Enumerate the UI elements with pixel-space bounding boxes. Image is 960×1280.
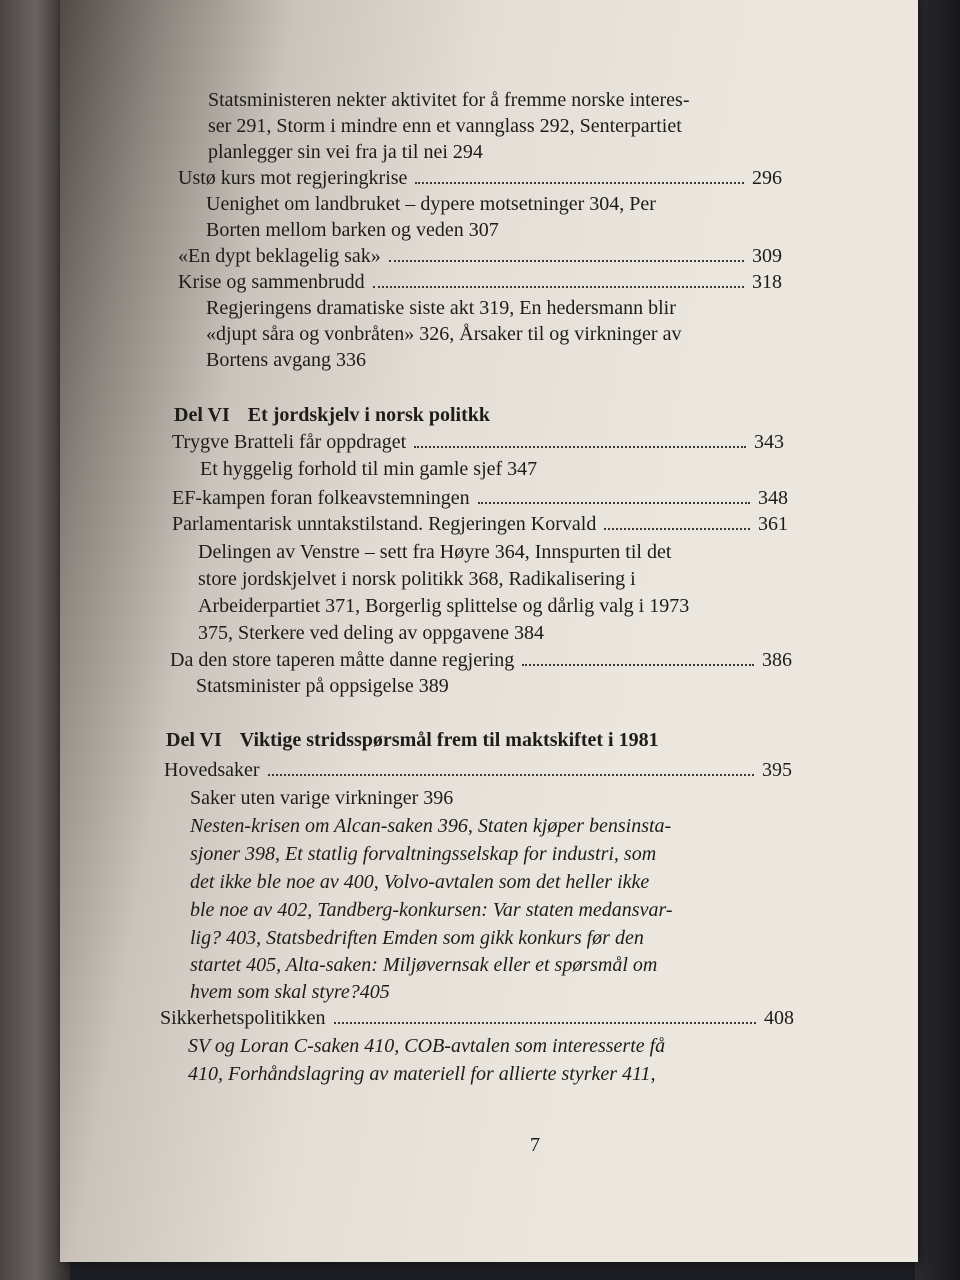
toc-subline-italic: det ikke ble noe av 400, Volvo-avtalen som det heller ikke [190,871,650,893]
toc-subline: Uenighet om landbruket – dypere motsetninger 304, Per [206,193,656,215]
toc-entry-title: Sikkerhetspolitikken [160,1007,326,1029]
leader-dots [389,260,744,262]
leader-dots [415,182,744,184]
leader-dots [522,664,754,666]
toc-entry-page: 361 [758,513,788,535]
toc-entry-title: EF-kampen foran folkeavstemningen [172,487,470,509]
toc-entry-page: 296 [752,167,782,189]
toc-subline-italic: SV og Loran C-saken 410, COB-avtalen som interesserte få [188,1035,666,1057]
toc-subline: 375, Sterkere ved deling av oppgavene 384 [198,622,545,644]
toc-entry-page: 309 [752,245,782,267]
toc-subline: Bortens avgang 336 [206,349,366,371]
toc-subline: Statsminister på oppsigelse 389 [196,675,449,697]
dark-background [915,0,960,1280]
toc-entry-page: 318 [752,271,782,293]
part-title: Et jordskjelv i norsk politkk [247,404,491,426]
toc-subline: Arbeiderpartiet 371, Borgerlig splittelse og dårlig valg i 1973 [198,595,690,617]
leader-dots [604,528,750,530]
toc-subline: «djupt såra og vonbråten» 326, Årsaker til og virkninger av [206,323,682,345]
toc-entry [160,1006,794,1030]
toc-subline: Statsministeren nekter aktivitet for å fremme norske interes- [208,89,690,111]
toc-entry [172,512,788,536]
part-title: Viktige stridsspørsmål frem til maktskiftet i 1981 [239,729,659,751]
toc-subline: Borten mellom barken og veden 307 [206,219,499,241]
toc-entry-title: «En dypt beklagelig sak» [178,245,381,267]
toc-entry-page: 408 [764,1007,794,1029]
toc-entry-title: Krise og sammenbrudd [178,271,365,293]
leader-dots [334,1022,756,1024]
toc-subline: Delingen av Venstre – sett fra Høyre 364, Innspurten til det [198,541,672,563]
toc-entry [178,270,782,294]
toc-entry-page: 395 [762,759,792,781]
leader-dots [478,502,750,504]
toc-entry-title: Hovedsaker [164,759,260,781]
toc-entry-page: 343 [754,431,784,453]
leader-dots [268,774,754,776]
toc-subline-italic: Nesten-krisen om Alcan-saken 396, Staten kjøper bensinsta- [190,815,672,837]
table-of-contents [60,0,918,1262]
toc-subline: ser 291, Storm i mindre enn et vannglass 292, Senterpartiet [208,115,682,137]
toc-entry-title: Parlamentarisk unntakstilstand. Regjeringen Korvald [172,513,597,535]
leader-dots [373,286,744,288]
toc-entry-title: Trygve Bratteli får oppdraget [172,431,407,453]
toc-entry-page: 348 [758,487,788,509]
toc-subline-italic: ble noe av 402, Tandberg-konkursen: Var staten medansvar- [190,899,673,921]
toc-subline: Et hyggelig forhold til min gamle sjef 347 [200,458,538,480]
part-label: Del VI [166,729,222,751]
leader-dots [414,446,746,448]
book-page [60,0,918,1262]
toc-subline-italic: hvem som skal styre?405 [190,981,390,1003]
toc-entry [178,244,782,268]
toc-entry [172,486,788,510]
toc-subline-italic: sjoner 398, Et statlig forvaltningsselskap for industri, som [190,843,657,865]
toc-subline: store jordskjelvet i norsk politikk 368, Radikalisering i [198,568,636,590]
toc-subline: Saker uten varige virkninger 396 [190,787,454,809]
toc-subline-italic: 410, Forhåndslagring av materiell for allierte styrker 411, [188,1063,656,1085]
toc-entry-page: 386 [762,649,792,671]
part-label: Del VI [174,404,230,426]
toc-subline-italic: lig? 403, Statsbedriften Emden som gikk konkurs før den [190,927,644,949]
toc-entry-title: Da den store taperen måtte danne regjering [170,649,515,671]
part-heading [166,728,659,752]
toc-subline: planlegger sin vei fra ja til nei 294 [208,141,483,163]
toc-entry [170,648,792,672]
toc-entry [164,758,792,782]
part-heading [174,403,490,427]
page-number: 7 [530,1134,540,1156]
toc-subline-italic: startet 405, Alta-saken: Miljøvernsak eller et spørsmål om [190,954,658,976]
toc-subline: Regjeringens dramatiske siste akt 319, En hedersmann blir [206,297,676,319]
toc-entry [172,430,784,454]
toc-entry [178,166,782,190]
toc-entry-title: Ustø kurs mot regjeringkrise [178,167,408,189]
